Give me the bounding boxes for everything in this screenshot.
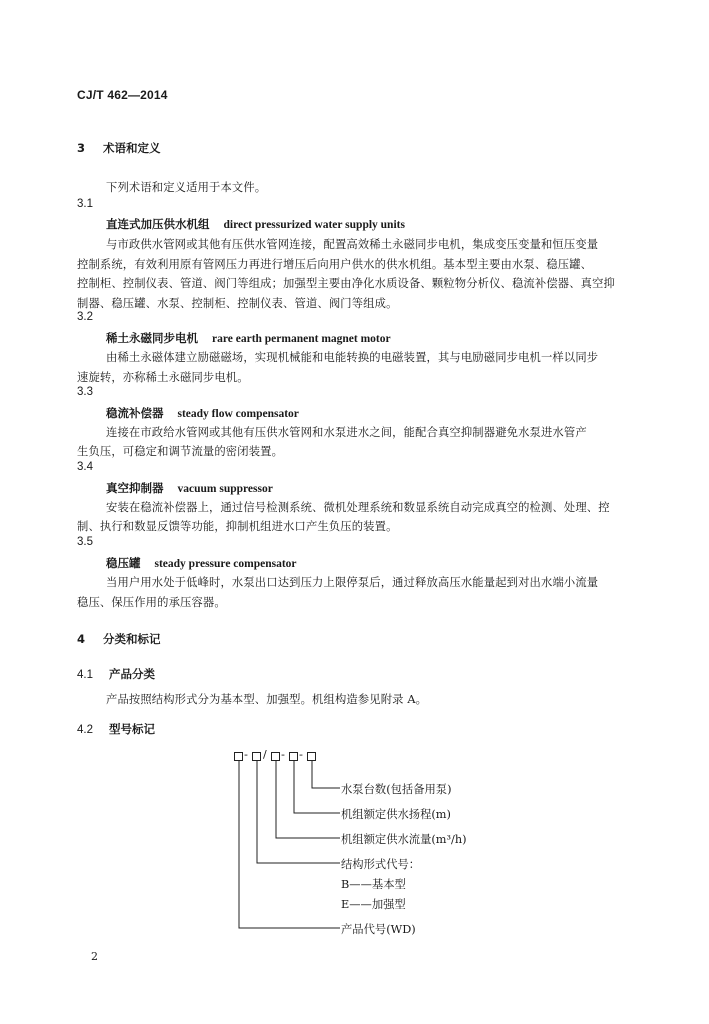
definition-line: 制、执行和数显反馈等功能，抑制机组进水口产生负压的装置。 bbox=[77, 520, 398, 533]
definition-line: 制器、稳压罐、水泵、控制柜、控制仪表、管道、阀门等组成。 bbox=[77, 297, 398, 310]
section-3-intro: 下列术语和定义适用于本文件。 bbox=[106, 181, 267, 194]
code-separator: - bbox=[299, 748, 303, 761]
term-heading bbox=[106, 405, 299, 421]
section-title: 术语和定义 bbox=[103, 141, 161, 155]
definition-line: 当用户用水处于低峰时，水泵出口达到压力上限停泵后，通过释放高压水能量起到对出水端小流量 bbox=[106, 576, 599, 589]
term-en: vacuum suppressor bbox=[177, 483, 273, 495]
subsection-title: 型号标记 bbox=[109, 722, 156, 736]
subsection-title: 产品分类 bbox=[109, 667, 156, 681]
section-number: 3 bbox=[77, 141, 86, 155]
label-pump-count: 水泵台数(包括备用泵) bbox=[341, 783, 452, 796]
label-basic-type: B——基本型 bbox=[341, 878, 406, 891]
definition-line: 由稀土永磁体建立励磁磁场，实现机械能和电能转换的电磁装置，其与电励磁同步电机一样以同步 bbox=[106, 351, 599, 364]
term-cn: 稳压罐 bbox=[106, 556, 141, 570]
term-number: 3.4 bbox=[77, 461, 93, 473]
definition-line: 生负压，可稳定和调节流量的密闭装置。 bbox=[77, 445, 284, 458]
standard-code-header: CJ/T 462—2014 bbox=[77, 88, 168, 102]
code-separator: / bbox=[263, 748, 267, 761]
term-en: direct pressurized water supply units bbox=[223, 219, 405, 231]
section-number: 4 bbox=[77, 632, 86, 646]
term-heading bbox=[106, 330, 391, 346]
term-heading bbox=[106, 555, 297, 571]
subsection-4-2-heading bbox=[77, 721, 155, 737]
term-en: steady pressure compensator bbox=[154, 558, 297, 570]
subsection-4-1-heading bbox=[77, 666, 155, 682]
section-4-heading bbox=[77, 631, 161, 647]
definition-line: 连接在市政给水管网或其他有压供水管网和水泵进水之间，能配合真空抑制器避免水泵进水管产 bbox=[106, 426, 587, 439]
term-cn: 直连式加压供水机组 bbox=[106, 217, 210, 231]
label-structure-code: 结构形式代号： bbox=[341, 858, 421, 871]
term-cn: 稳流补偿器 bbox=[106, 406, 164, 420]
term-number: 3.2 bbox=[77, 311, 93, 323]
label-enhanced-type: E——加强型 bbox=[341, 898, 406, 911]
definition-line: 速旋转，亦称稀土永磁同步电机。 bbox=[77, 371, 249, 384]
term-cn: 稀土永磁同步电机 bbox=[106, 331, 198, 345]
label-rated-head: 机组额定供水扬程(m) bbox=[341, 808, 451, 821]
classification-text: 产品按照结构形式分为基本型、加强型。机组构造参见附录 A。 bbox=[106, 693, 428, 706]
code-separator: - bbox=[281, 748, 285, 761]
term-number: 3.3 bbox=[77, 386, 93, 398]
model-designation-diagram bbox=[228, 748, 548, 952]
definition-line: 与市政供水管网或其他有压供水管网连接，配置高效稀土永磁同步电机，集成变压变量和恒压变量 bbox=[106, 238, 599, 251]
term-heading bbox=[106, 480, 273, 496]
definition-line: 控制柜、控制仪表、管道、阀门等组成；加强型主要由净化水质设备、颗粒物分析仪、稳流补偿器、真空抑 bbox=[77, 277, 616, 290]
section-title: 分类和标记 bbox=[103, 632, 161, 646]
term-cn: 真空抑制器 bbox=[106, 481, 164, 495]
code-separator: - bbox=[244, 748, 248, 761]
definition-line: 稳压、保压作用的承压容器。 bbox=[77, 596, 226, 609]
label-product-code: 产品代号(WD) bbox=[341, 923, 416, 936]
term-en: rare earth permanent magnet motor bbox=[212, 333, 391, 345]
page-number: 2 bbox=[91, 950, 98, 963]
label-rated-flow: 机组额定供水流量(m³/h) bbox=[341, 833, 467, 846]
definition-line: 控制系统，有效利用原有管网压力再进行增压后向用户供水的供水机组。基本型主要由水泵、稳压罐、 bbox=[77, 258, 593, 271]
term-heading bbox=[106, 216, 405, 232]
definition-line: 安装在稳流补偿器上，通过信号检测系统、微机处理系统和数显系统自动完成真空的检测、处理、控 bbox=[106, 501, 610, 514]
term-number: 3.5 bbox=[77, 536, 93, 548]
term-number: 3.1 bbox=[77, 198, 93, 210]
term-en: steady flow compensator bbox=[177, 408, 299, 420]
section-3-heading bbox=[77, 140, 161, 156]
subsection-number: 4.1 bbox=[77, 669, 93, 681]
subsection-number: 4.2 bbox=[77, 724, 93, 736]
